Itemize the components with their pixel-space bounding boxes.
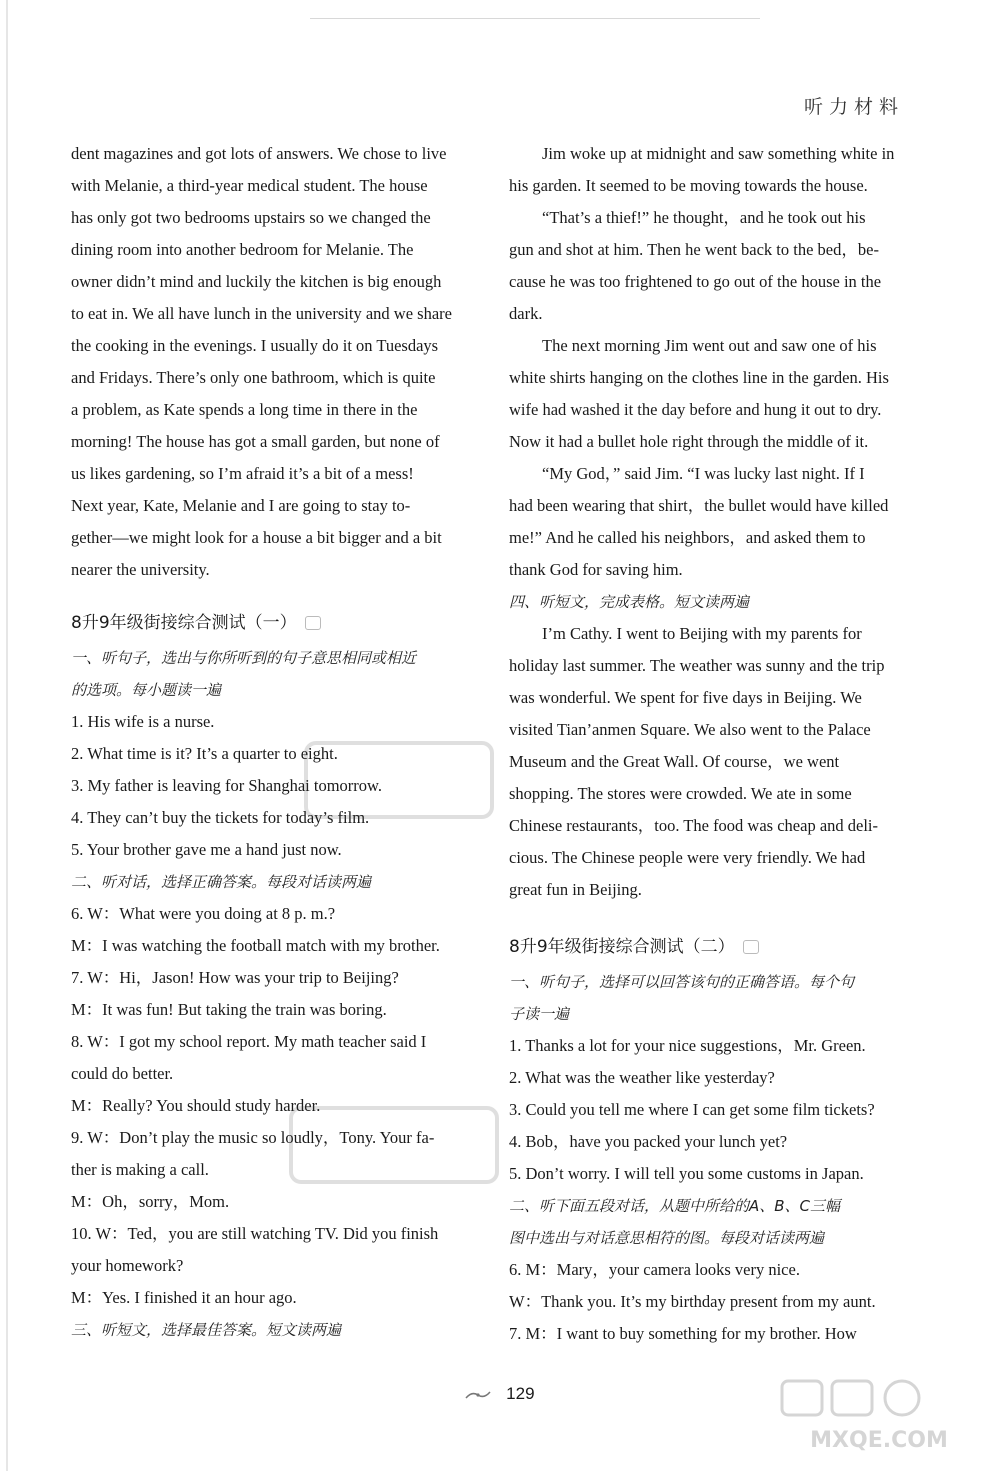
section-title-test-1	[71, 606, 465, 640]
question-line: 3. My father is leaving for Shanghai tomorrow.	[71, 776, 382, 795]
text-line: his garden. It seemed to be moving towards the house.	[509, 176, 868, 195]
text-line: and Fridays. There’s only one bathroom, which is quite	[71, 368, 436, 387]
question-line: 2. What was the weather like yesterday?	[509, 1068, 775, 1087]
question-line: could do better.	[71, 1064, 174, 1083]
question-line: 8. W：I got my school report. My math teacher said I	[71, 1032, 427, 1051]
text-line: Chinese restaurants，too. The food was cheap and deli-	[509, 816, 879, 835]
text-line: with Melanie, a third-year medical student. The house	[71, 176, 428, 195]
text-line: gether—we might look for a house a bit bigger and a bit	[71, 528, 442, 547]
running-header: 听力材料	[803, 96, 904, 118]
text-line: nearer the university.	[71, 560, 210, 579]
question-line: 10. W：Ted，you are still watching TV. Did you finish	[71, 1224, 439, 1243]
story-paragraph	[509, 138, 903, 202]
text-line: cious. The Chinese people were very friendly. We had	[509, 848, 866, 867]
section-instruction: 二、听对话，选择正确答案。每段对话读两遍	[71, 873, 372, 891]
text-line: dent magazines and got lots of answers. We chose to live	[71, 144, 447, 163]
text-line: gun and shot at him. Then he went back to the bed，be-	[509, 240, 879, 259]
question-line: M：Oh，sorry，Mom.	[71, 1192, 230, 1211]
question-line: 4. Bob，have you packed your lunch yet?	[509, 1132, 788, 1151]
text-line: morning! The house has got a small garden, but none of	[71, 432, 440, 451]
part-4-instruction: 四、听短文，完成表格。短文读两遍	[509, 593, 750, 611]
question-line: M：It was fun! But taking the train was boring.	[71, 1000, 387, 1019]
text-line: visited Tian’anmen Square. We also went to the Palace	[509, 720, 871, 739]
text-line: Museum and the Great Wall. Of course，we went	[509, 752, 840, 771]
question-line: 9. W：Don’t play the music so loudly，Tony. Your fa-	[71, 1128, 435, 1147]
text-line: dark.	[509, 304, 543, 323]
question-line: 7. W：Hi，Jason! How was your trip to Beijing?	[71, 968, 399, 987]
text-line: The next morning Jim went out and saw one of his	[542, 336, 877, 355]
section-title-text: 8升9年级街接综合测试（二）	[509, 937, 735, 957]
text-line: had been wearing that shirt，the bullet would have killed	[509, 496, 889, 515]
question-line: 1. His wife is a nurse.	[71, 712, 215, 731]
question-line: M：Yes. I finished it an hour ago.	[71, 1288, 297, 1307]
section-instruction: 一、听句子，选出与你所听到的句子意思相同或相近	[71, 649, 417, 667]
text-line: a problem, as Kate spends a long time in there in the	[71, 400, 418, 419]
headphone-icon	[305, 616, 321, 630]
page-number: 129	[506, 1384, 535, 1403]
question-line: 6. W：What were you doing at 8 p. m.?	[71, 904, 336, 923]
text-line: cause he was too frightened to go out of the house in the	[509, 272, 882, 291]
question-line: ther is making a call.	[71, 1160, 209, 1179]
question-line: 6. M：Mary，your camera looks very nice.	[509, 1260, 800, 1279]
text-line: wife had washed it the day before and hung it out to dry.	[509, 400, 882, 419]
right-column	[509, 138, 903, 1350]
section-instruction: 子读一遍	[509, 1005, 570, 1023]
text-line: has only got two bedrooms upstairs so we changed the	[71, 208, 431, 227]
text-line: owner didn’t mind and luckily the kitchen is big enough	[71, 272, 442, 291]
faint-stamp-mark	[300, 735, 500, 825]
section-instruction: 三、听短文，选择最佳答案。短文读两遍	[71, 1321, 342, 1339]
text-line: me!” And he called his neighbors，and asked them to	[509, 528, 866, 547]
top-rule	[310, 18, 760, 19]
leaf-ornament-icon	[465, 1390, 491, 1400]
text-line: dining room into another bedroom for Melanie. The	[71, 240, 414, 259]
test-2-items	[509, 966, 903, 1350]
question-line: your homework?	[71, 1256, 184, 1275]
binding-edge	[6, 0, 8, 1471]
question-line: M：Really? You should study harder.	[71, 1096, 321, 1115]
faint-stamp-mark	[285, 1100, 505, 1190]
question-line: 7. M：I want to buy something for my brother. How	[509, 1324, 857, 1343]
site-watermark-logo	[774, 1377, 984, 1457]
text-line: white shirts hanging on the clothes line in the garden. His	[509, 368, 889, 387]
story-paragraph	[509, 330, 903, 458]
watermark-text: MXQE.COM	[810, 1428, 948, 1453]
text-line: us likes gardening, so I’m afraid it’s a bit of a mess!	[71, 464, 414, 483]
section-instruction: 图中选出与对话意思相符的图。每段对话读两遍	[509, 1229, 825, 1247]
section-instruction: 一、听句子，选择可以回答该句的正确答语。每个句	[509, 973, 855, 991]
text-line: “My God，” said Jim. “I was lucky last night. If I	[542, 464, 865, 483]
question-line: 4. They can’t buy the tickets for today’s film.	[71, 808, 370, 827]
text-line: I’m Cathy. I went to Beijing with my parents for	[542, 624, 862, 643]
question-line: W：Thank you. It’s my birthday present from my aunt.	[509, 1292, 876, 1311]
text-line: to eat in. We all have lunch in the university and we share	[71, 304, 452, 323]
text-line: shopping. The stores were crowded. We ate in some	[509, 784, 852, 803]
question-line: 2. What time is it? It’s a quarter to eight.	[71, 744, 338, 763]
section-title-test-2	[509, 930, 903, 964]
text-line: was wonderful. We spent for five days in Beijing. We	[509, 688, 862, 707]
text-line: Next year, Kate, Melanie and I are going to stay to-	[71, 496, 411, 515]
intro-paragraph	[71, 138, 465, 586]
question-line: 3. Could you tell me where I can get some film tickets?	[509, 1100, 875, 1119]
text-line: thank God for saving him.	[509, 560, 683, 579]
question-line: 5. Don’t worry. I will tell you some customs in Japan.	[509, 1164, 864, 1183]
question-line: 5. Your brother gave me a hand just now.	[71, 840, 342, 859]
cathy-paragraph	[509, 618, 903, 906]
text-line: “That’s a thief!” he thought，and he took out his	[542, 208, 866, 227]
question-line: 1. Thanks a lot for your nice suggestions，Mr. Green.	[509, 1036, 866, 1055]
text-line: Jim woke up at midnight and saw something white in	[542, 144, 895, 163]
text-line: Now it had a bullet hole right through the middle of it.	[509, 432, 869, 451]
story-paragraph	[509, 458, 903, 586]
text-line: the cooking in the evenings. I usually do it on Tuesdays	[71, 336, 439, 355]
headphone-icon	[743, 940, 759, 954]
section-instruction: 二、听下面五段对话，从题中所给的A、B、C三幅	[509, 1197, 841, 1215]
story-paragraph	[509, 202, 903, 330]
section-instruction: 的选项。每小题读一遍	[71, 681, 222, 699]
text-line: holiday last summer. The weather was sunny and the trip	[509, 656, 885, 675]
question-line: M：I was watching the football match with my brother.	[71, 936, 440, 955]
section-title-text: 8升9年级街接综合测试（一）	[71, 613, 297, 633]
text-line: great fun in Beijing.	[509, 880, 642, 899]
